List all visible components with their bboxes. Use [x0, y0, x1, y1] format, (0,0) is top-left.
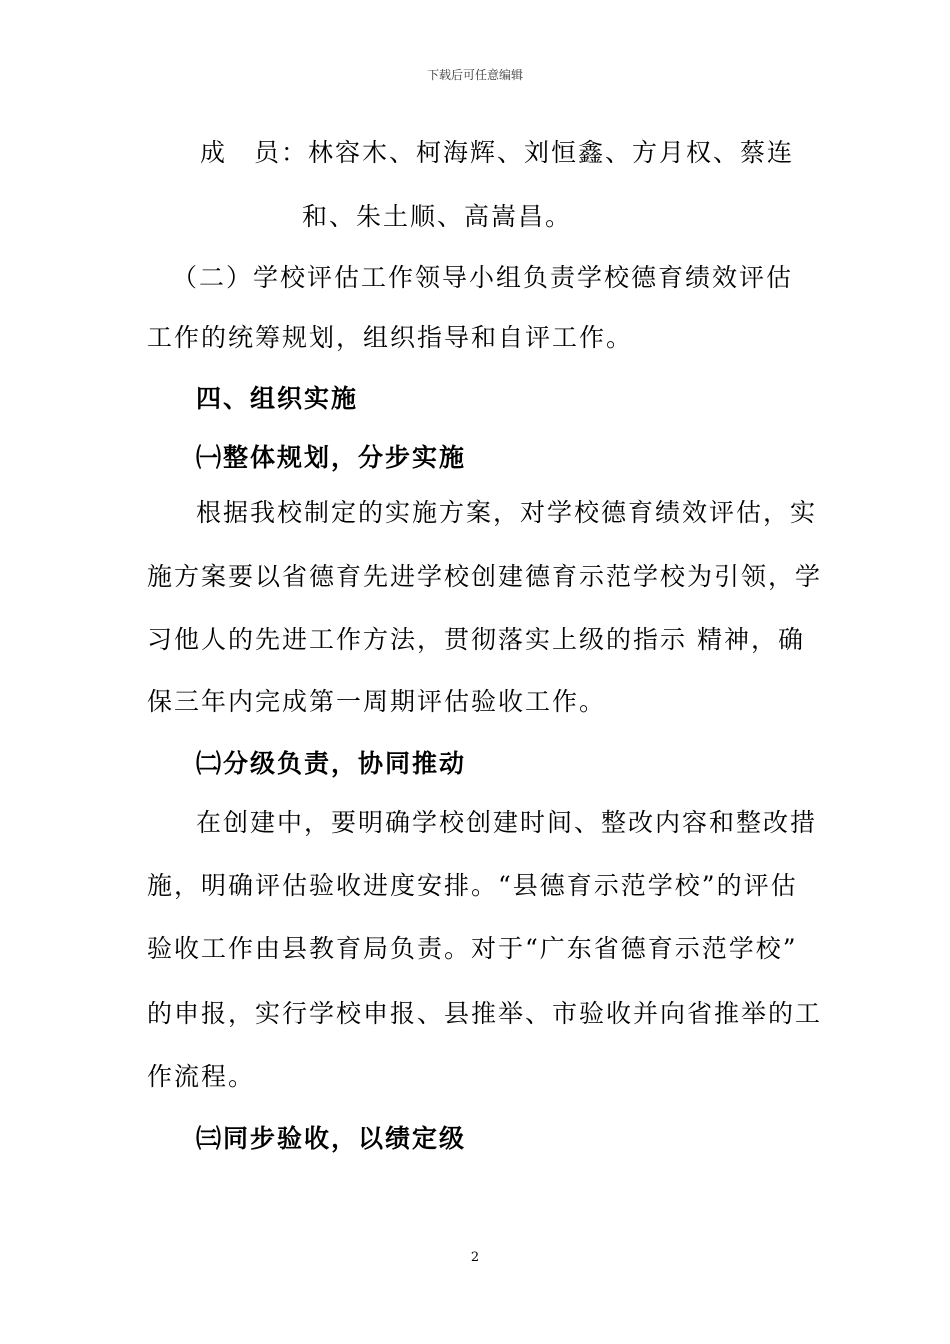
subsection-heading: ㈠整体规划，分步实施 — [196, 443, 467, 472]
subsection-heading: ㈢同步验收，以绩定级 — [196, 1124, 467, 1153]
page-number: 2 — [470, 1250, 480, 1265]
page-header: 下载后可任意编辑 — [426, 68, 523, 82]
paragraph-line: 验收工作由县教育局负责。对于“广东省德育示范学校” — [147, 934, 798, 963]
section-heading: 四、组织实施 — [196, 384, 359, 413]
paragraph-line: 的申报，实行学校申报、县推举、市验收并向省推举的工 — [147, 999, 823, 1028]
paragraph-line: 施方案要以省德育先进学校创建德育示范学校为引领，学 — [147, 562, 823, 591]
paragraph-line: 施，明确评估验收进度安排。“县德育示范学校”的评估 — [147, 871, 798, 900]
paragraph-line: 在创建中，要明确学校创建时间、整改内容和整改措 — [196, 808, 818, 837]
members-line: 成 员：林容木、柯海辉、刘恒鑫、方月权、蔡连 — [200, 138, 795, 167]
paragraph-line: 保三年内完成第一周期评估验收工作。 — [147, 687, 607, 716]
members-continued: 和、朱土顺、高嵩昌。 — [302, 202, 573, 231]
paragraph-line: 习他人的先进工作方法，贯彻落实上级的指示 精神，确 — [147, 625, 805, 654]
paragraph-line: 工作的统筹规划，组织指导和自评工作。 — [147, 323, 634, 352]
paragraph-line: 作流程。 — [147, 1062, 256, 1091]
subsection-heading: ㈡分级负责，协同推动 — [196, 749, 467, 778]
paragraph-line: （二）学校评估工作领导小组负责学校德育绩效评估 — [172, 263, 794, 292]
paragraph-line: 根据我校制定的实施方案，对学校德育绩效评估，实 — [196, 498, 818, 527]
